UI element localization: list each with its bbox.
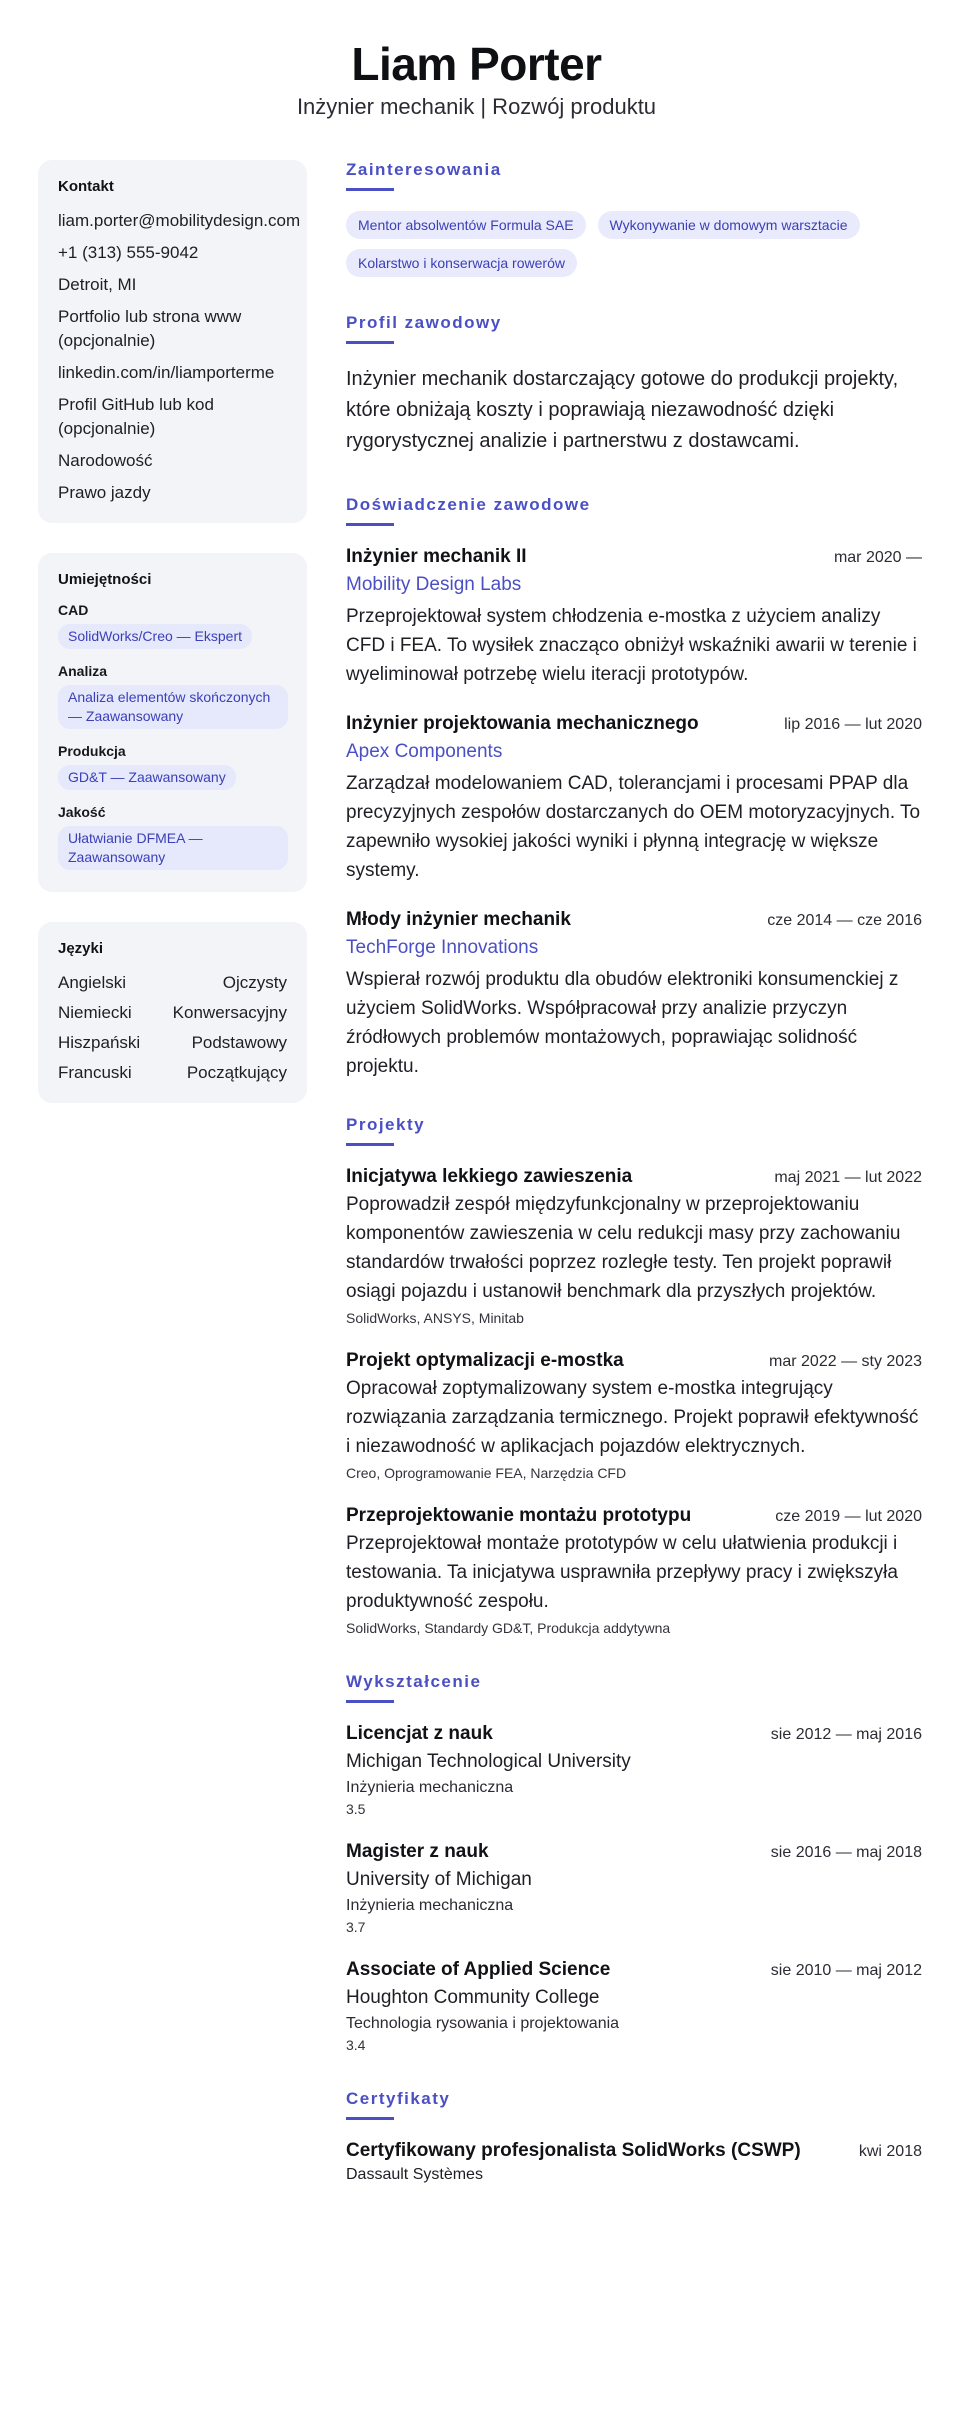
language-level: Początkujący (186, 1063, 287, 1082)
contact-location: Detroit, MI (58, 275, 137, 294)
language-name: Hiszpański (58, 1033, 141, 1052)
section-rule (346, 2117, 394, 2120)
skill-chip: Ułatwianie DFMEA — Zaawansowany (58, 826, 288, 870)
gpa: 3.7 (346, 1919, 366, 1935)
experience-entry (346, 909, 922, 1081)
main-content (346, 160, 922, 2224)
language-name: Angielski (58, 973, 127, 992)
education-entry (346, 1723, 922, 1817)
sidebar (38, 160, 307, 1133)
gpa: 3.5 (346, 1801, 366, 1817)
job-date: cze 2014 — cze 2016 (767, 912, 922, 929)
entry-head (346, 1841, 922, 1863)
language-row (58, 1001, 287, 1025)
project-tech: SolidWorks, Standardy GD&T, Produkcja addytywna (346, 1620, 671, 1636)
language-row (58, 1061, 287, 1085)
skill-chip: SolidWorks/Creo — Ekspert (58, 624, 252, 649)
interest-tag: Mentor absolwentów Formula SAE (346, 211, 586, 239)
entry-head (346, 1350, 922, 1372)
entry-head (346, 1959, 922, 1981)
section-title: Projekty (346, 1115, 426, 1134)
education-entry (346, 1841, 922, 1935)
interest-tag: Kolarstwo i konserwacja rowerów (346, 249, 577, 277)
skill-group (58, 602, 287, 649)
job-company: Mobility Design Labs (346, 574, 522, 595)
job-date: lip 2016 — lut 2020 (784, 716, 922, 733)
section-rule (346, 188, 394, 191)
language-level: Konwersacyjny (172, 1003, 287, 1022)
language-row (58, 1031, 287, 1055)
languages-title: Języki (58, 940, 104, 957)
skill-label: CAD (58, 602, 89, 618)
section-rule (346, 523, 394, 526)
contact-license: Prawo jazdy (58, 483, 151, 502)
entry-head (346, 713, 922, 735)
profile-section (346, 313, 922, 457)
gpa: 3.4 (346, 2037, 366, 2053)
degree-title: Associate of Applied Science (346, 1959, 611, 1980)
job-description: Wspierał rozwój produktu dla obudów elektroniki konsumenckiej z użyciem SolidWorks. Współpracował przy analizie przyczyn źródłowych problemów montażowych, poprawiając solidność projektu. (346, 969, 899, 1077)
languages-card (38, 922, 307, 1103)
project-entry (346, 1166, 922, 1326)
projects-section (346, 1115, 922, 1636)
job-title: Inżynier mechanik II (346, 546, 527, 567)
interest-tag: Wykonywanie w domowym warsztacie (598, 211, 860, 239)
education-date: sie 2012 — maj 2016 (770, 1726, 922, 1743)
experience-section (346, 495, 922, 1081)
entry-head (346, 1166, 922, 1188)
language-level: Podstawowy (191, 1033, 287, 1052)
entry-head (346, 909, 922, 931)
section-title: Doświadczenie zawodowe (346, 495, 591, 514)
section-title: Zainteresowania (346, 160, 502, 179)
project-title: Projekt optymalizacji e-mostka (346, 1350, 624, 1371)
section-rule (346, 1143, 394, 1146)
section-title: Wykształcenie (346, 1672, 482, 1691)
skills-title: Umiejętności (58, 571, 152, 588)
contact-email[interactable]: liam.porter@mobilitydesign.com (58, 211, 301, 230)
contact-linkedin[interactable]: linkedin.com/in/liamporterme (58, 363, 275, 382)
skill-group (58, 663, 287, 729)
job-title: Młody inżynier mechanik (346, 909, 571, 930)
project-description: Poprowadził zespół międzyfunkcjonalny w przeprojektowaniu komponentów zawieszenia w celu redukcji masy przy zachowaniu standardów trwałości poprzez rozległe testy. Ten projekt poprawił osiągi pojazdu i ustanowił benchmark dla przyszłych projektów. (346, 1194, 901, 1302)
certification-name: Certyfikowany profesjonalista SolidWorks (CSWP) (346, 2140, 801, 2161)
skill-chip: Analiza elementów skończonych — Zaawansowany (58, 685, 288, 729)
job-title: Inżynier projektowania mechanicznego (346, 713, 699, 734)
degree-title: Licencjat z nauk (346, 1723, 493, 1744)
education-entry (346, 1959, 922, 2053)
section-title: Profil zawodowy (346, 313, 502, 332)
contact-phone[interactable]: +1 (313) 555-9042 (58, 243, 199, 262)
project-date: cze 2019 — lut 2020 (775, 1508, 922, 1525)
profile-summary: Inżynier mechanik dostarczający gotowe do produkcji projekty, które obniżają koszty i poprawiają niezawodność dzięki rygorystycznej analizie i partnerstwu z dostawcami. (346, 368, 899, 452)
job-description: Przeprojektował system chłodzenia e-mostka z użyciem analizy CFD i FEA. To wysiłek znacząco obniżył wskaźniki awarii w terenie i wyeliminował potrzebę wielu iteracji prototypów. (346, 606, 917, 685)
school-name: Michigan Technological University (346, 1751, 631, 1772)
school-name: Houghton Community College (346, 1987, 600, 2008)
skill-label: Produkcja (58, 743, 126, 759)
section-title: Certyfikaty (346, 2089, 451, 2108)
education-date: sie 2010 — maj 2012 (770, 1962, 922, 1979)
certification-issuer: Dassault Systèmes (346, 2166, 483, 2183)
degree-title: Magister z nauk (346, 1841, 489, 1862)
project-tech: SolidWorks, ANSYS, Minitab (346, 1310, 524, 1326)
section-rule (346, 341, 394, 344)
job-company: TechForge Innovations (346, 937, 539, 958)
certifications-section (346, 2089, 922, 2184)
interests-section (346, 160, 922, 277)
candidate-headline: Inżynier mechanik | Rozwój produktu (296, 94, 657, 119)
project-tech: Creo, Oprogramowanie FEA, Narzędzia CFD (346, 1465, 627, 1481)
contact-github[interactable]: Profil GitHub lub kod (opcjonalnie) (58, 395, 214, 438)
resume-header (0, 0, 953, 150)
skill-chip: GD&T — Zaawansowany (58, 765, 236, 790)
language-level: Ojczysty (222, 973, 287, 992)
skill-label: Analiza (58, 663, 108, 679)
skill-group (58, 804, 287, 870)
entry-head (346, 1505, 922, 1527)
job-description: Zarządzał modelowaniem CAD, tolerancjami i procesami PPAP dla precyzyjnych zespołów dostarczanych do OEM motoryzacyjnych. To zapewniło wysokiej jakości wyniki i płynną integrację w większe systemy. (346, 773, 921, 881)
certification-date: kwi 2018 (858, 2143, 922, 2160)
entry-head (346, 546, 922, 568)
project-title: Inicjatywa lekkiego zawieszenia (346, 1166, 633, 1187)
project-date: mar 2022 — sty 2023 (769, 1353, 922, 1370)
interest-tags (346, 211, 922, 277)
school-name: University of Michigan (346, 1869, 532, 1890)
entry-head (346, 1723, 922, 1745)
education-section (346, 1672, 922, 2053)
job-date: mar 2020 — (833, 549, 922, 566)
contact-portfolio[interactable]: Portfolio lub strona www (opcjonalnie) (58, 307, 242, 350)
section-rule (346, 1700, 394, 1703)
project-entry (346, 1505, 922, 1636)
language-name: Niemiecki (58, 1003, 132, 1022)
skills-card (38, 553, 307, 892)
experience-entry (346, 546, 922, 689)
experience-entry (346, 713, 922, 885)
certification-entry (346, 2140, 922, 2184)
project-description: Przeprojektował montaże prototypów w celu ułatwienia produkcji i testowania. Ta inicjatywa usprawniła przepływy pracy i zwiększyła produktywność zespołu. (346, 1533, 898, 1612)
entry-head (346, 2140, 922, 2162)
candidate-name: Liam Porter (351, 38, 602, 90)
job-company: Apex Components (346, 741, 503, 762)
project-entry (346, 1350, 922, 1481)
contact-nationality: Narodowość (58, 451, 153, 470)
language-row (58, 971, 287, 995)
project-date: maj 2021 — lut 2022 (774, 1169, 922, 1186)
project-description: Opracował zoptymalizowany system e-mostka integrujący rozwiązania zarządzania termicznego. Projekt poprawił efektywność i niezawodność w aplikacjach pojazdów elektrycznych. (346, 1378, 919, 1457)
contact-title: Kontakt (58, 178, 114, 195)
project-title: Przeprojektowanie montażu prototypu (346, 1505, 692, 1526)
skill-label: Jakość (58, 804, 106, 820)
field-of-study: Technologia rysowania i projektowania (346, 2015, 620, 2032)
field-of-study: Inżynieria mechaniczna (346, 1779, 514, 1796)
contact-card (38, 160, 307, 523)
language-name: Francuski (58, 1063, 132, 1082)
education-date: sie 2016 — maj 2018 (770, 1844, 922, 1861)
skill-group (58, 743, 287, 790)
field-of-study: Inżynieria mechaniczna (346, 1897, 514, 1914)
